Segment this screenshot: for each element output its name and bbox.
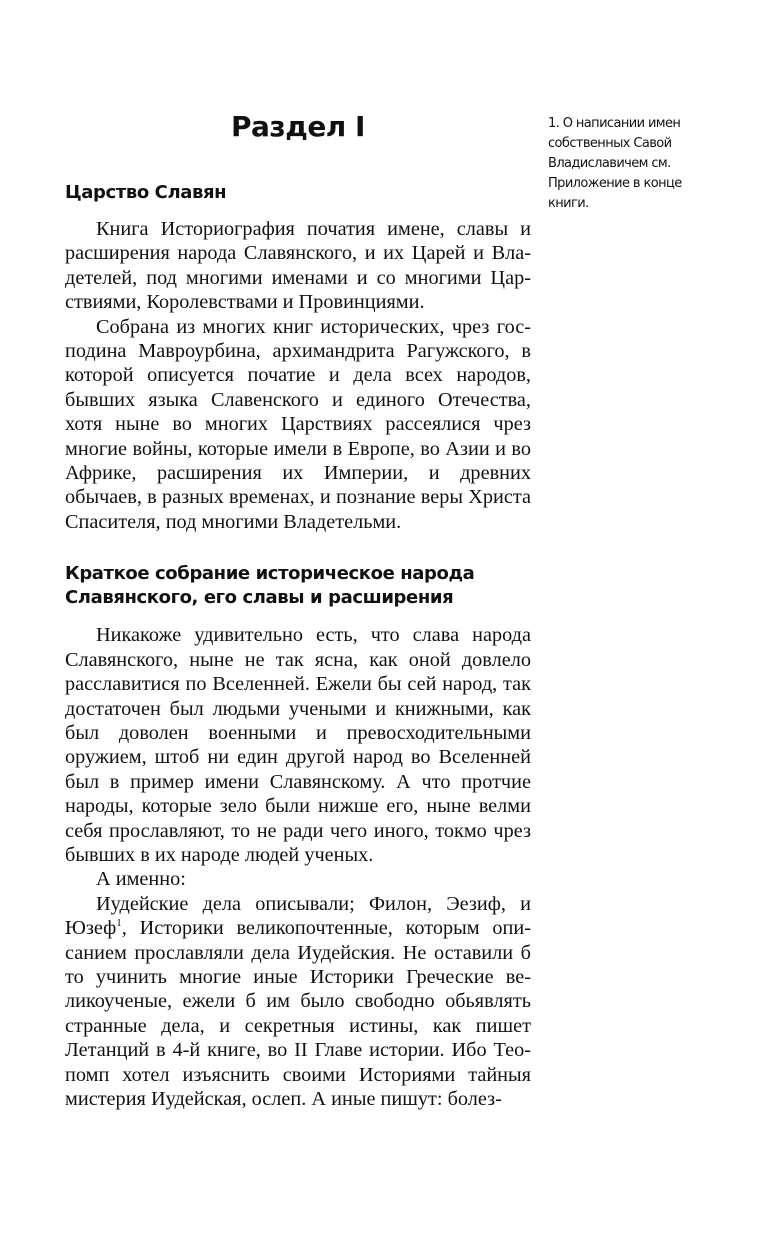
- main-text-column: [65, 108, 531, 1111]
- footnote-marker: 1: [116, 917, 122, 930]
- footnote-side-note: 1. О написании имен собственных Савой Владиславичем см. Приложение в конце книги.: [548, 116, 682, 211]
- paragraph: А именно:: [96, 868, 186, 891]
- chapter-heading-line: Славянского, его славы и расширения: [65, 587, 454, 609]
- chapter-heading-line: Краткое собрание историческое народа: [65, 563, 475, 585]
- paragraph-text: , Историки великопочтенные, которым описанием прославляли дела Иудейския. Не оставили б то учинить многие иные Историки Греческие великоученые, ежели б им было свободно обьявлять странные дела, и секретныя истины, как пишет Летанций в 4-й книге, во II Главе истории. Ибо Теопомп хотел изъяснить своими Историями тайныя мистерия Иудейская, ослеп. А иные пишут: болез-: [65, 917, 531, 1110]
- paragraph: Книга Историография початия имене, славы и расширения народа Славянского, и их Царей и Владетелей, под многими именами и со многими Царствиями, Королевствами и Провинциями.: [65, 218, 531, 314]
- paragraph-text: Иудейские дела описывали; Филон, Эезиф, и Юзеф: [65, 892, 531, 940]
- chapter-heading-kingdom: Царство Славян: [65, 182, 227, 203]
- paragraph-with-footnote: [65, 892, 531, 1112]
- paragraph: Собрана из многих книг исторических, чрез господина Мавроурбина, архимандрита Рагужского, в которой описуется початие и дела всех народов, бывших языка Славенского и единого Отечества, хотя ныне во многих Царствиях рассеялися чрез многие войны, которые имели в Европе, во Азии и во Африке, расширения их Империи, и древних обычаев, в разных временах, и познание веры Христа Спасителя, под многими Владетельми.: [65, 315, 531, 533]
- paragraph: Никакоже удивительно есть, что слава народа Славянского, ныне не так ясна, как оной довлело расславитися по Вселенней. Ежели бы сей народ, так достаточен был людьми учеными и книжными, как был доволен военными и превосходительными оружием, штоб ни един другой народ во Вселенней был в пример имени Славянскому. А что протчие народы, которые зело были нижше его, ныне велми себя прославляют, то не ради чего иного, токмо чрез бывших в их народе людей ученых.: [65, 624, 531, 866]
- chapter-heading-brief-collection: [65, 562, 531, 610]
- section-title: Раздел I: [231, 110, 365, 143]
